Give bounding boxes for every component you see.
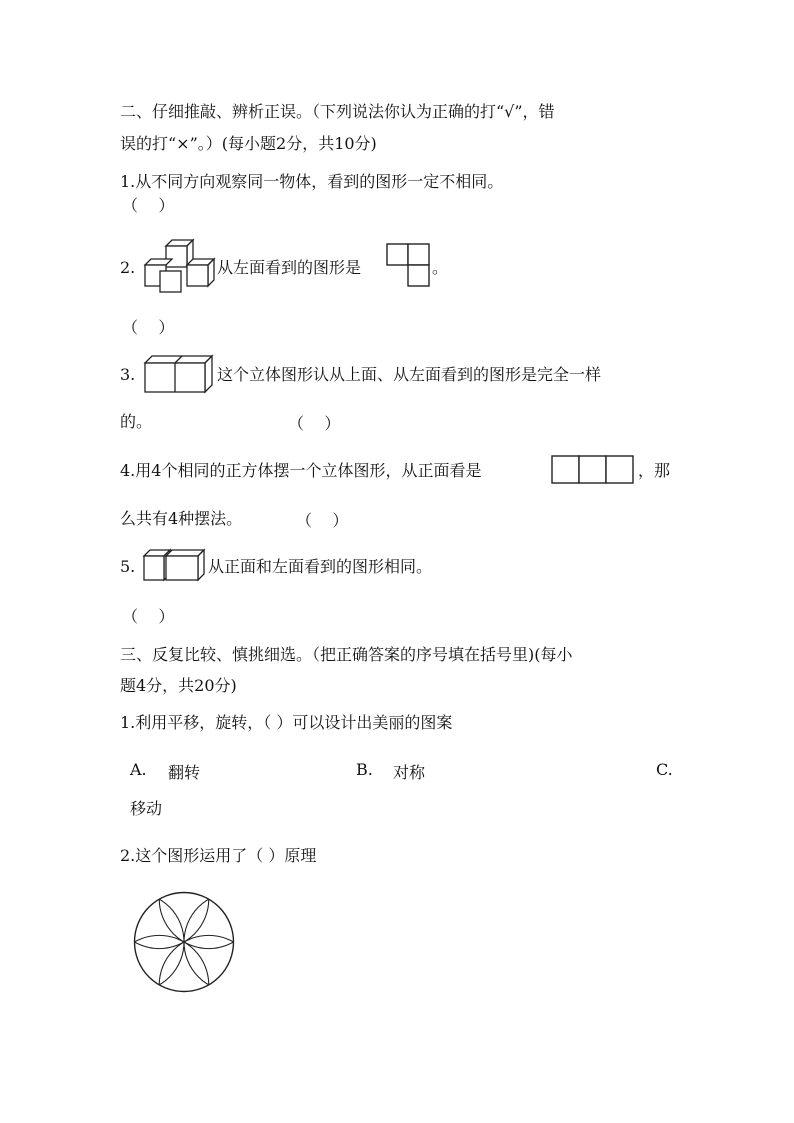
s3-q1-text: 1.利用平移，旋转，（ ）可以设计出美丽的图案 (120, 713, 453, 732)
flower-circle-figure (132, 890, 236, 994)
s2-q5-number: 5. (120, 557, 136, 576)
left-view-figure (386, 243, 432, 289)
option-b-text[interactable]: 对称 (393, 763, 426, 782)
s2-q4-end: ，那 (638, 461, 671, 480)
s2-q4-text: 4.用4个相同的正方体摆一个立体图形，从正面看是 (120, 461, 482, 480)
s2-q5-text: 从正面和左面看到的图形相同。 (208, 557, 433, 576)
s2-q4-answer-paren[interactable]: （ ） (296, 511, 349, 530)
s2-q3-number: 3. (120, 365, 136, 384)
s2-q4-text2: 么共有4种摆法。 (120, 509, 243, 528)
section2-heading-line1: 二、仔细推敲、辨析正误。（下列说法你认为正确的打“√”，错 (120, 102, 555, 121)
s2-q2-text: 从左面看到的图形是 (217, 258, 362, 277)
option-c-text[interactable]: 移动 (130, 799, 163, 818)
s2-q3-text: 这个立体图形认从上面、从左面看到的图形是完全一样 (217, 365, 602, 384)
s2-q3-text2: 的。 (120, 412, 153, 431)
option-a-text[interactable]: 翻转 (168, 763, 201, 782)
block-figure-q5 (142, 546, 208, 584)
s2-q3-answer-paren[interactable]: （ ） (288, 414, 341, 433)
s2-q1-text: 1.从不同方向观察同一物体，看到的图形一定不相同。 (120, 172, 504, 191)
s2-q2-number: 2. (120, 258, 136, 277)
section2-heading-line2: 误的打“×”。）(每小题2分，共10分) (120, 134, 377, 153)
s2-q2-answer-paren[interactable]: （ ） (122, 318, 175, 337)
block-figure-q3 (142, 353, 218, 395)
option-a-label: A. (130, 760, 147, 779)
option-b-label: B. (356, 760, 373, 779)
s3-q2-text: 2.这个图形运用了（ ）原理 (120, 846, 317, 865)
cube-stack-figure (140, 237, 218, 297)
s2-q5-answer-paren[interactable]: （ ） (122, 607, 175, 626)
front-view-three-squares (551, 455, 635, 485)
section3-heading-line1: 三、反复比较、慎挑细选。（把正确答案的序号填在括号里)(每小 (120, 645, 573, 664)
section3-heading-line2: 题4分，共20分) (120, 676, 237, 695)
s2-q2-end: 。 (432, 258, 449, 277)
s2-q1-answer-paren[interactable]: （ ） (122, 196, 175, 215)
option-c-label: C. (656, 760, 673, 779)
